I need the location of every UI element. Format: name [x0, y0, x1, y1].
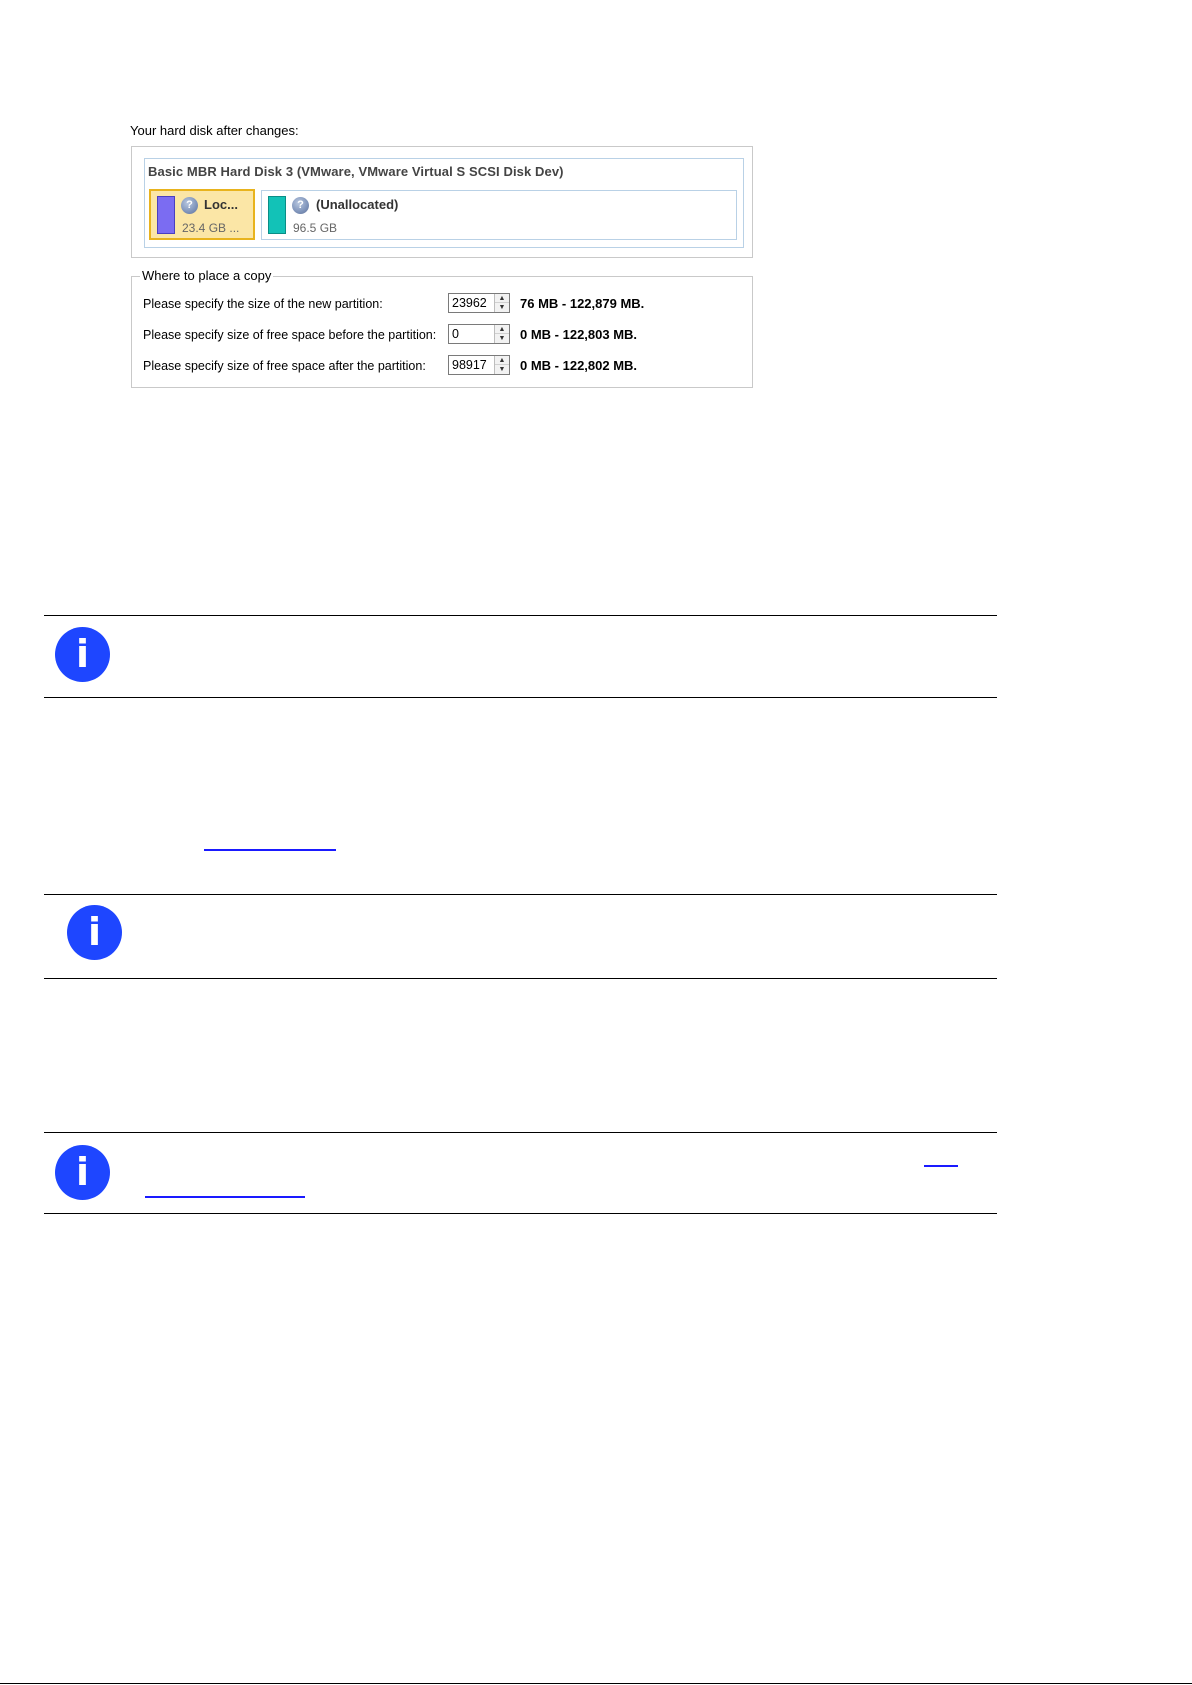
spinbox-value: 23962 [452, 296, 487, 310]
partition-size: 23.4 GB ... [182, 221, 240, 235]
info-box-3-top-rule [44, 1132, 997, 1133]
space-before-range: 0 MB - 122,803 MB. [520, 327, 638, 342]
spin-up-arrow-icon[interactable]: ▲ [495, 356, 509, 365]
placement-group-legend: Where to place a copy [142, 268, 272, 283]
spinbox-value: 98917 [452, 358, 487, 372]
hyperlink-underline[interactable] [924, 1165, 958, 1167]
spin-down-arrow-icon[interactable]: ▼ [498, 335, 506, 342]
partition-local[interactable] [149, 189, 255, 240]
space-before-spinbox[interactable] [448, 324, 510, 344]
info-icon: i [55, 1145, 110, 1200]
spinbox-buttons [494, 356, 509, 374]
hyperlink-underline[interactable] [145, 1196, 305, 1198]
partition-unallocated[interactable] [261, 190, 737, 240]
info-box-1-bottom-rule [44, 697, 997, 698]
spin-down-arrow-icon[interactable]: ▼ [498, 304, 506, 311]
partition-color-swatch [157, 196, 175, 234]
question-icon: ? [181, 197, 198, 214]
spin-up-arrow-icon[interactable]: ▲ [495, 294, 509, 303]
space-before-label: Please specify size of free space before the partition: [143, 328, 437, 342]
space-after-range: 0 MB - 122,802 MB. [520, 358, 638, 373]
new-partition-size-spinbox[interactable] [448, 293, 510, 313]
disk-title: Basic MBR Hard Disk 3 (VMware, VMware Virtual S SCSI Disk Dev) [148, 164, 564, 179]
info-box-2-bottom-rule [44, 978, 997, 979]
spinbox-buttons [494, 325, 509, 343]
info-box-2-top-rule [44, 894, 997, 895]
spinbox-buttons [494, 294, 509, 312]
disk-after-changes-caption: Your hard disk after changes: [130, 123, 299, 138]
spinbox-value: 0 [452, 327, 459, 341]
new-partition-size-label: Please specify the size of the new partition: [143, 297, 383, 311]
new-partition-size-range: 76 MB - 122,879 MB. [520, 296, 645, 311]
info-box-1-top-rule [44, 615, 997, 616]
spin-up-arrow-icon[interactable]: ▲ [495, 325, 509, 334]
info-icon: i [55, 627, 110, 682]
info-box-3-bottom-rule [44, 1213, 997, 1214]
spin-down-arrow-icon[interactable]: ▼ [498, 366, 506, 373]
partition-name: Loc... [204, 197, 238, 212]
page-footer-rule [0, 1683, 1192, 1684]
partition-name: (Unallocated) [316, 197, 399, 212]
info-icon: i [67, 905, 122, 960]
question-icon: ? [292, 197, 309, 214]
space-after-label: Please specify size of free space after the partition: [143, 359, 426, 373]
hyperlink-underline[interactable] [204, 849, 336, 851]
space-after-spinbox[interactable] [448, 355, 510, 375]
partition-color-swatch [268, 196, 286, 234]
partition-size: 96.5 GB [293, 221, 338, 235]
